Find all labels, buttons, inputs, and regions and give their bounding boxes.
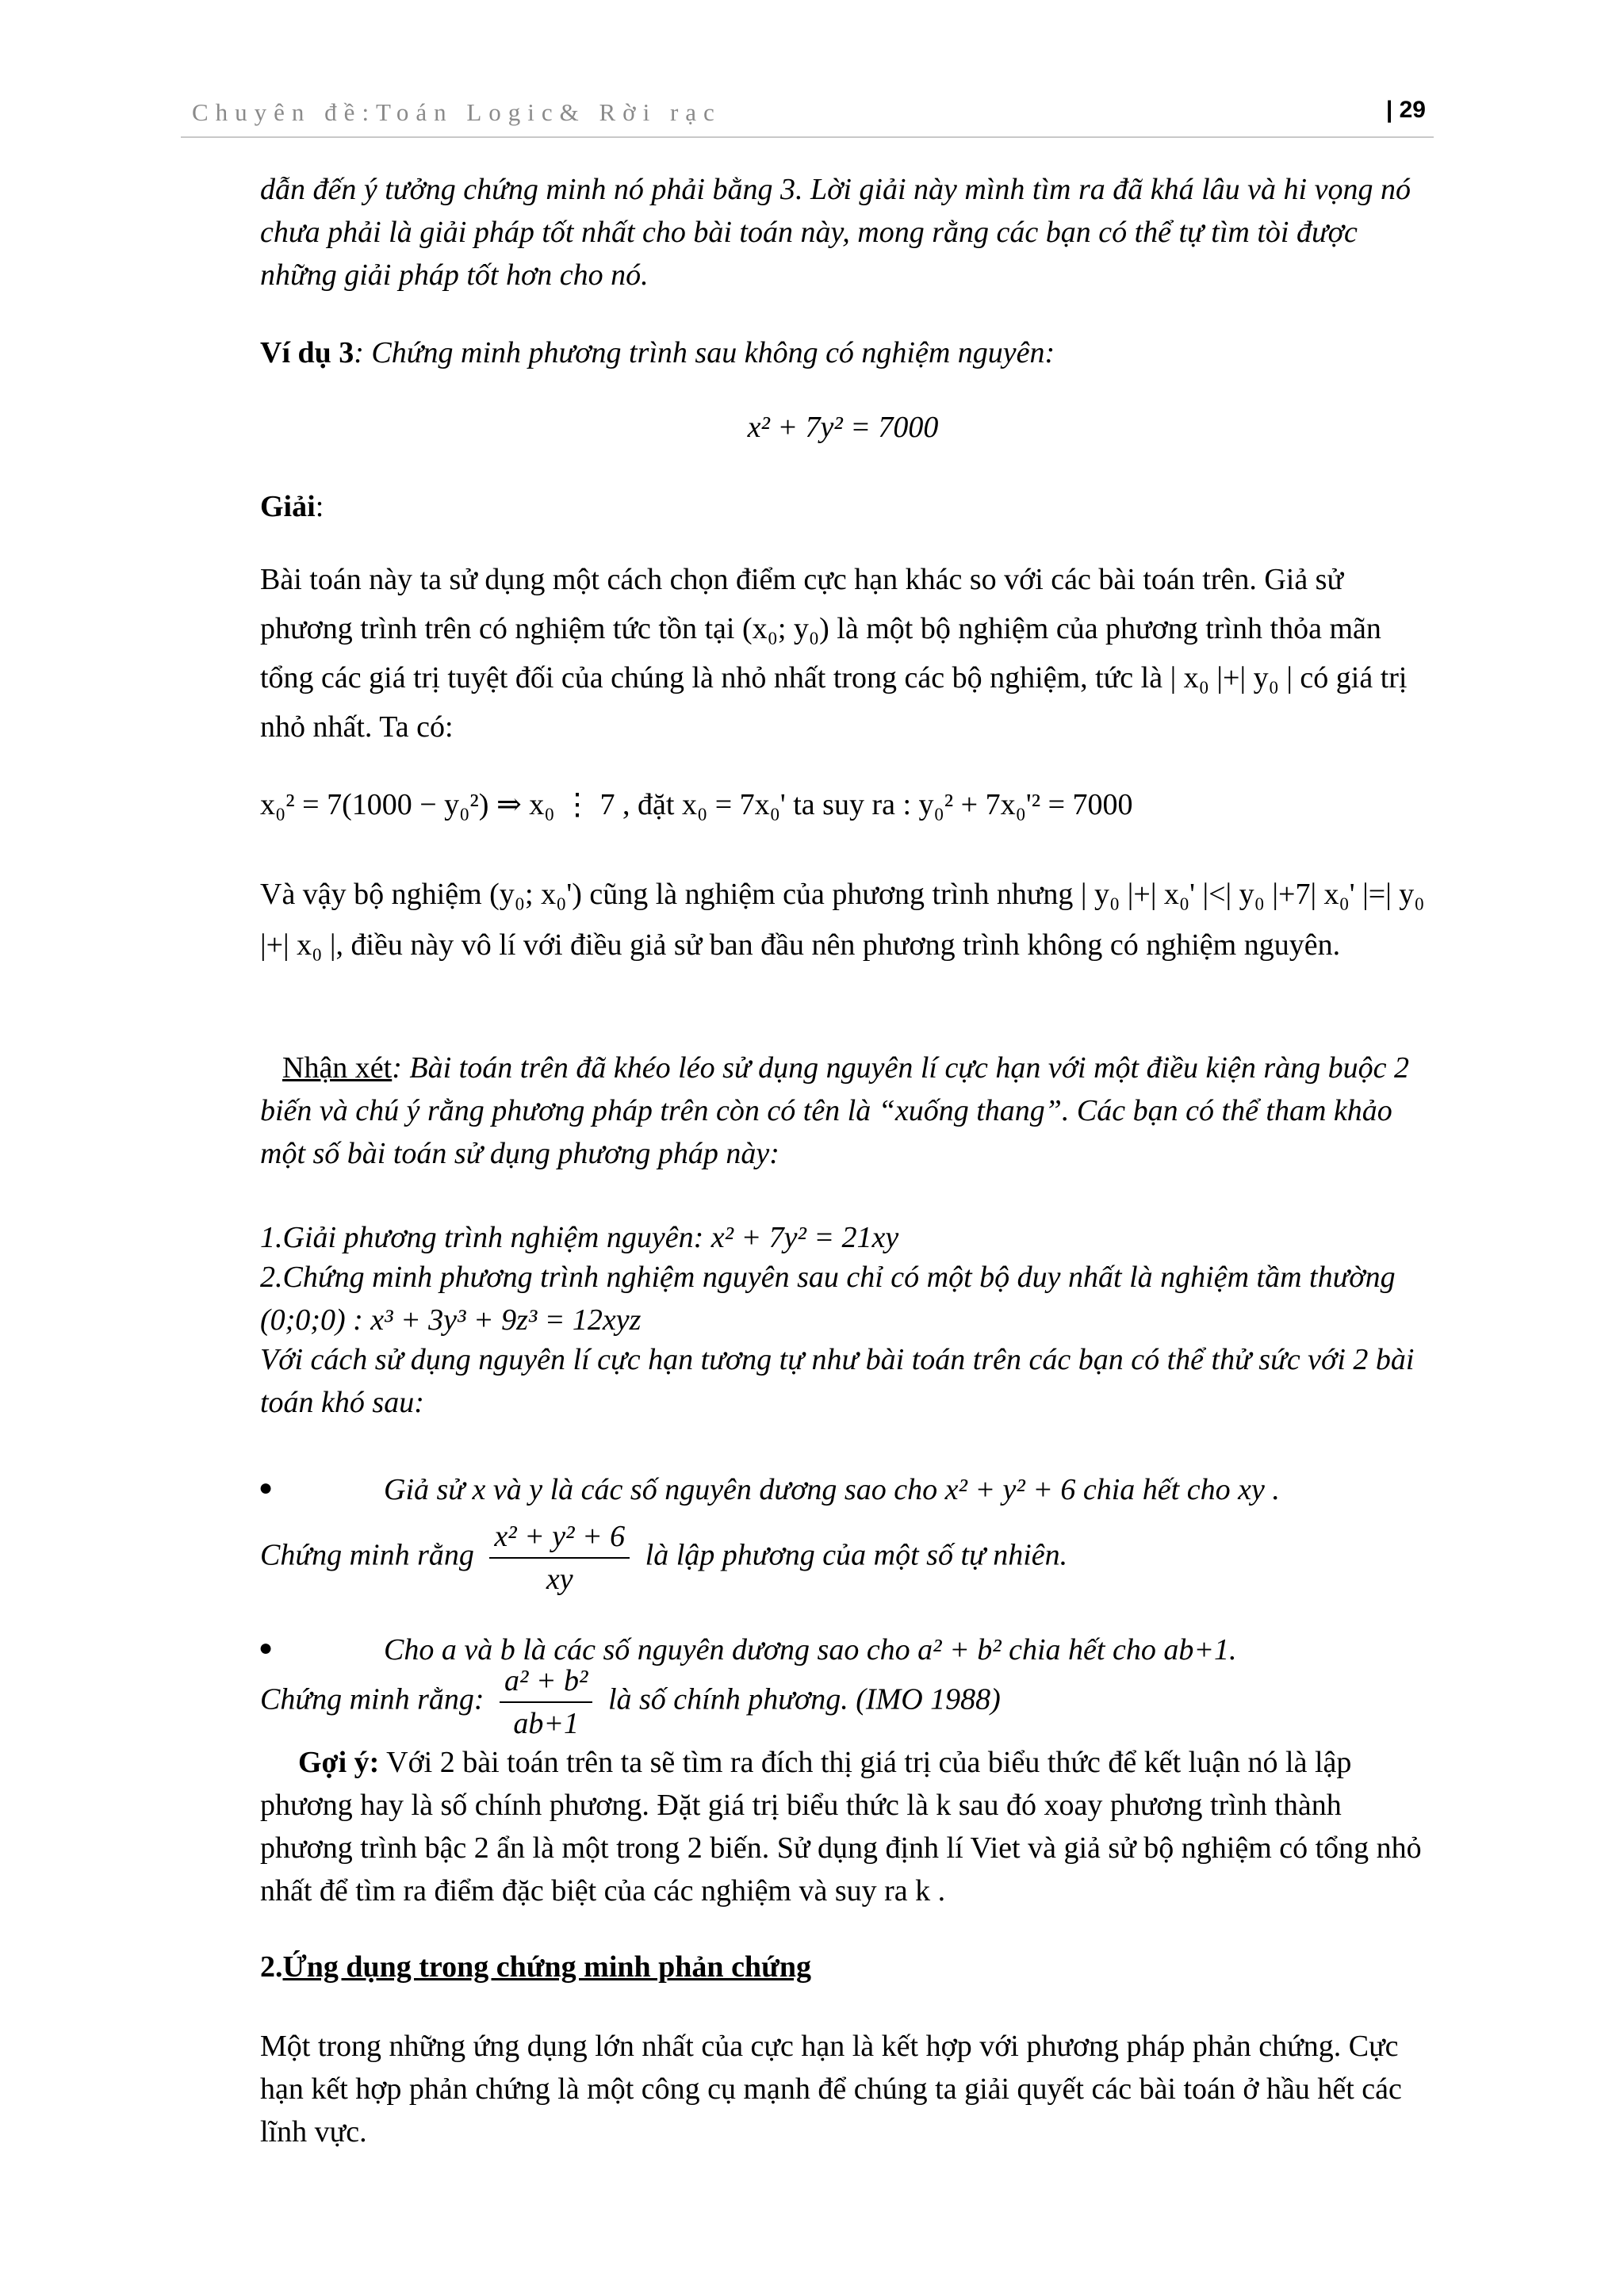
solution-paragraph-3: Và vậy bộ nghiệm (y₀; x₀') cũng là nghiệm của phương trình nhưng | y₀ |+| x₀' |<| y₀ |+7| x₀' |=| y₀ |+| x₀ |, điều này vô lí với điều giả sử ban đầu nên phương trình không có nghiệm nguyên.: [260, 878, 1425, 962]
header-topic: Chuyên đề:Toán Logic& Rời rạc: [192, 98, 722, 126]
section-2-title: Ứng dụng trong chứng minh phản chứng: [282, 1950, 812, 1984]
hard-problem-1-prove-suffix: là lập phương của một số tự nhiên.: [645, 1538, 1068, 1572]
example-3-equation: x² + 7y² = 7000: [747, 411, 939, 444]
fraction-2-denominator: ab+1: [513, 1707, 580, 1740]
example-3-text: : Chứng minh phương trình sau không có nghiệm nguyên:: [354, 336, 1055, 369]
exercise-1: 1.Giải phương trình nghiệm nguyên: x² + 7y² = 21xy: [260, 1221, 899, 1254]
fraction-1: [489, 1516, 630, 1600]
hard-problem-2: Cho a và b là các số nguyên dương sao cho a² + b² chia hết cho ab+1.: [384, 1633, 1237, 1667]
bullet-icon: ●: [259, 1635, 274, 1661]
hard-problem-1: Giả sử x và y là các số nguyên dương sao cho x² + y² + 6 chia hết cho xy .: [384, 1473, 1280, 1506]
section-2-paragraph: Một trong những ứng dụng lớn nhất của cực hạn là kết hợp với phương pháp phản chứng. Cực hạn kết hợp phản chứng là một công cụ mạnh để chúng ta giải quyết các bài toán ở hầu hết các lĩnh vực.: [260, 2030, 1402, 2149]
solution-heading: [260, 485, 1426, 528]
page-number: | 29: [1385, 97, 1426, 123]
remark-label: Nhận xét: [282, 1051, 393, 1085]
bullet-icon: ●: [259, 1475, 274, 1501]
solution-derivation: x₀² = 7(1000 − y₀²) ⇒ x₀ ⋮ 7 , đặt x₀ = 7x₀' ta suy ra : y₀² + 7x₀'² = 7000: [260, 788, 1133, 821]
exercise-intro: Với cách sử dụng nguyên lí cực hạn tương tự như bài toán trên các bạn có thể thử sức với 2 bài toán khó sau:: [260, 1343, 1415, 1419]
remark-text: : Bài toán trên đã khéo léo sử dụng nguyên lí cực hạn với một điều kiện ràng buộc 2 biến và chú ý rằng phương pháp trên còn có tên là “xuống thang”. Các bạn có thể tham khảo một số bài toán sử dụng phương pháp này:: [260, 1051, 1409, 1170]
solution-label: Giải: [260, 490, 316, 523]
hint-text: Với 2 bài toán trên ta sẽ tìm ra đích thị giá trị của biểu thức để kết luận nó là lập phương hay là số chính phương. Đặt giá trị biểu thức là k sau đó xoay phương trình thành phương trình bậc 2 ẩn là một trong 2 biến. Sử dụng định lí Viet và giả sử bộ nghiệm có tổng nhỏ nhất để tìm ra điểm đặc biệt của các nghiệm và suy ra k .: [260, 1746, 1422, 1908]
section-2-number: 2.: [260, 1950, 283, 1984]
hard-problem-2-prove: [260, 1660, 1426, 1744]
page-header: [181, 95, 1434, 138]
fraction-1-denominator: xy: [546, 1563, 573, 1596]
fraction-1-numerator: x² + y² + 6: [489, 1516, 630, 1559]
exercise-2: 2.Chứng minh phương trình nghiệm nguyên sau chỉ có một bộ duy nhất là nghiệm tầm thường (0;0;0) : x³ + 3y³ + 9z³ = 12xyz: [260, 1261, 1396, 1337]
remark-paragraph: [260, 1047, 1426, 1175]
hard-problem-2-prove-prefix: Chứng minh rằng:: [260, 1682, 485, 1716]
example-3-label: Ví dụ 3: [260, 336, 354, 369]
intro-paragraph: dẫn đến ý tưởng chứng minh nó phải bằng 3. Lời giải này mình tìm ra đã khá lâu và hi vọng nó chưa phải là giải pháp tốt nhất cho bài toán này, mong rằng các bạn có thể tự tìm tòi được những giải pháp tốt hơn cho nó.: [260, 173, 1411, 292]
fraction-2: [500, 1660, 592, 1744]
solution-paragraph-1: Bài toán này ta sử dụng một cách chọn điểm cực hạn khác so với các bài toán trên. Giả sử phương trình trên có nghiệm tức tồn tại (x₀; y₀) là một bộ nghiệm của phương trình thỏa mãn tổng các giá trị tuyệt đối của chúng là nhỏ nhất trong các bộ nghiệm, tức là | x₀ |+| y₀ | có giá trị nhỏ nhất. Ta có:: [260, 563, 1408, 744]
section-2-heading: [260, 1946, 1426, 1988]
hard-problem-1-prove-prefix: Chứng minh rằng: [260, 1538, 474, 1572]
solution-colon: :: [315, 490, 324, 523]
hard-problem-2-prove-suffix: là số chính phương. (IMO 1988): [607, 1682, 1001, 1716]
fraction-2-numerator: a² + b²: [500, 1660, 592, 1703]
hint-label: Gợi ý:: [298, 1746, 380, 1779]
example-3-statement: [260, 331, 1426, 374]
hard-problem-1-prove: [260, 1516, 1426, 1600]
hint-paragraph: [260, 1741, 1426, 1912]
